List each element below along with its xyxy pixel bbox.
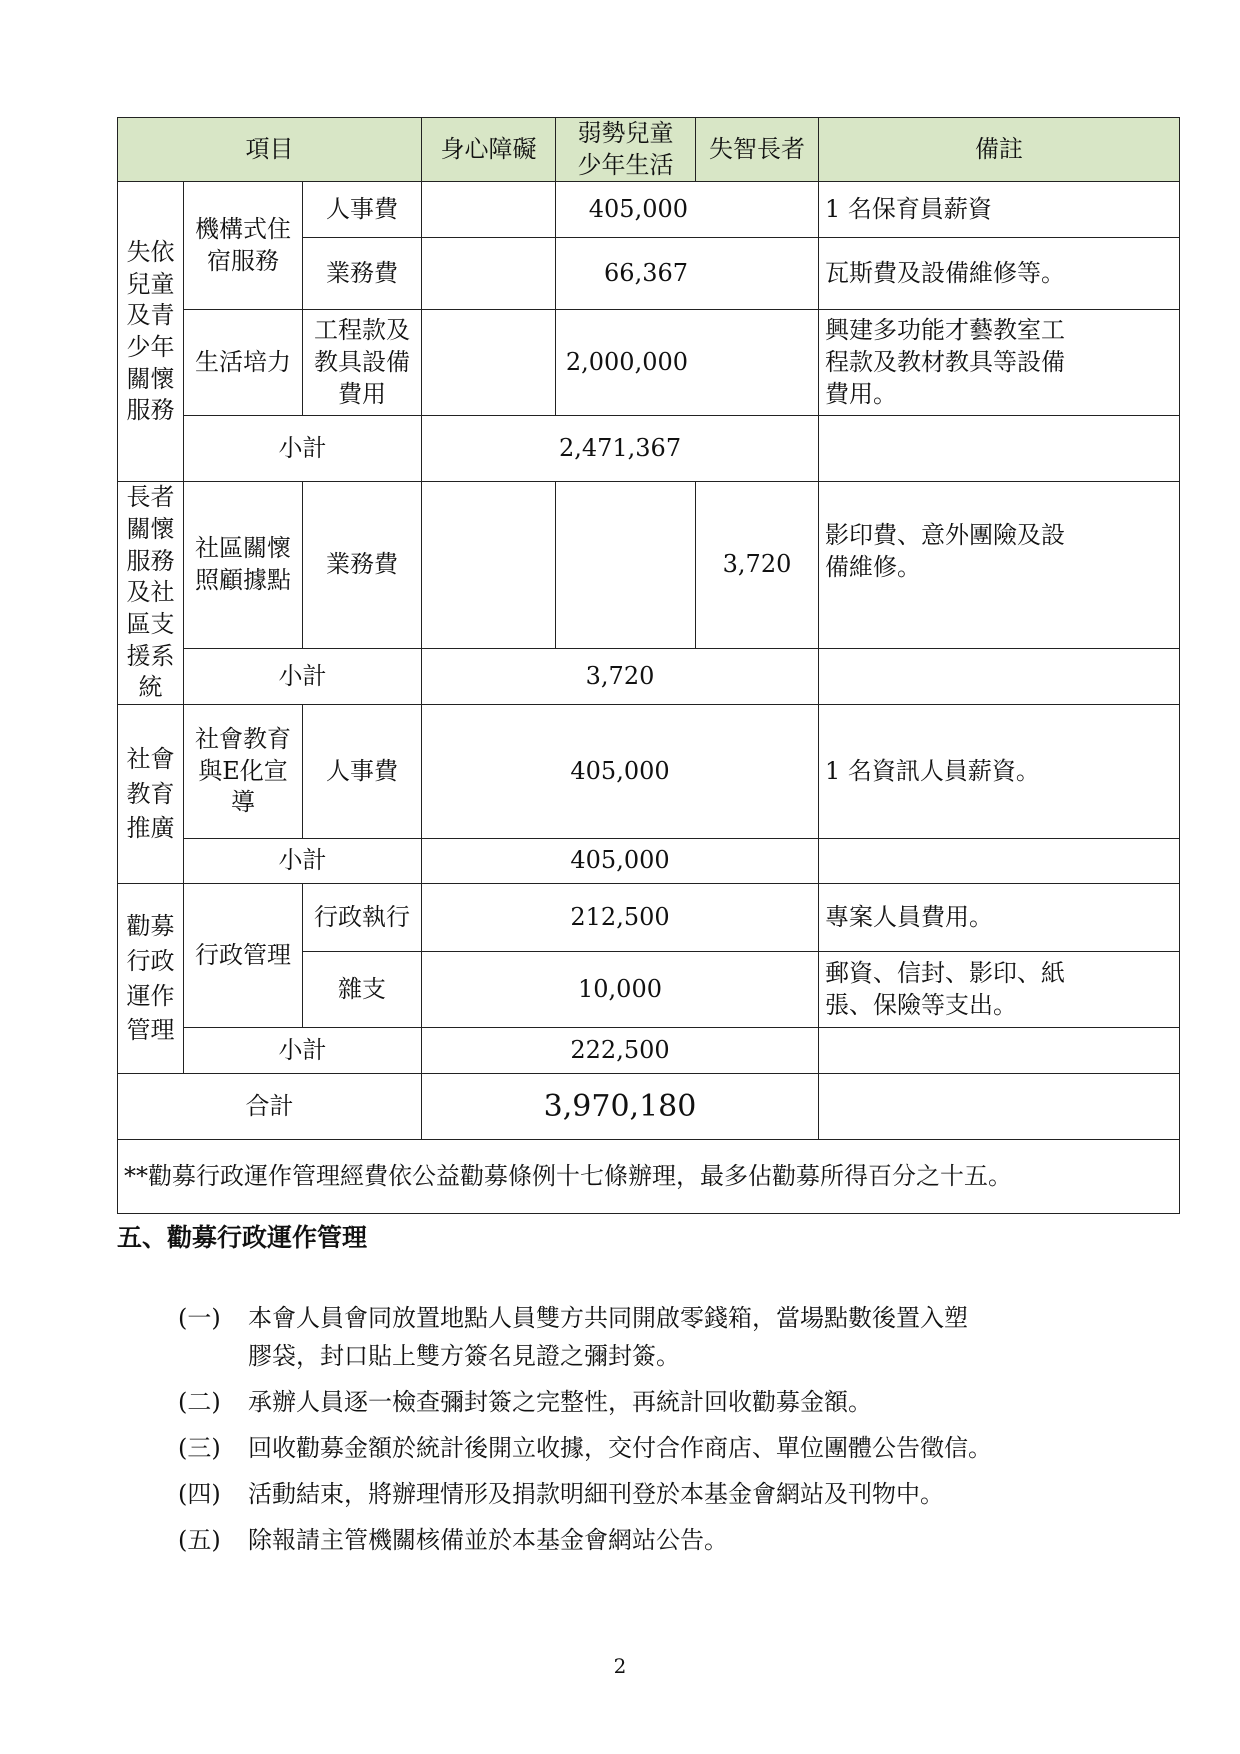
table-row [118,182,1180,238]
value-personnel: 405,000 [556,182,819,238]
list-item-number: (二) [178,1388,221,1416]
list-item-text: 活動結束，將辦理情形及捐款明細刊登於本基金會網站及刊物中。 [248,1480,944,1508]
table-row [118,884,1180,952]
list-item-text: 回收勸募金額於統計後開立收據，交付合作商店、單位團體公告徵信。 [248,1434,992,1462]
subtotal-note [819,1028,1180,1074]
sub-admin-management: 行政管理 [184,884,303,1028]
header-disability: 身心障礙 [422,118,556,182]
cell-children [556,482,696,648]
table-header-row [118,118,1180,182]
item-personnel: 人事費 [303,705,422,839]
total-label: 合計 [118,1074,422,1140]
item-personnel: 人事費 [303,182,422,238]
value-admin-execution: 212,500 [422,884,819,952]
list-item-continued: 膠袋，封口貼上雙方簽名見證之彌封簽。 [248,1342,680,1370]
note-personnel: 1 名保育員薪資 [819,182,1180,238]
note-misc: 郵資、信封、影印、紙 張、保險等支出。 [819,952,1180,1028]
list-item [178,1471,1178,1517]
total-value: 3,970,180 [422,1074,819,1140]
note-social-education: 1 名資訊人員薪資。 [819,705,1180,839]
sub-social-education-e-promotion: 社會教育 與E化宣 導 [184,705,303,839]
list-item [178,1425,1178,1471]
page-number: 2 [613,1654,627,1678]
subtotal-note [819,648,1180,704]
footnote: **勸募行政運作管理經費依公益勸募條例十七條辦理，最多佔勸募所得百分之十五。 [118,1140,1180,1214]
subtotal-value: 3,720 [422,648,819,704]
subtotal-row [118,1028,1180,1074]
subtotal-value: 222,500 [422,1028,819,1074]
category-fundraising-admin: 勸募 行政 運作 管理 [118,884,184,1074]
budget-table [117,117,1180,1214]
list-item [178,1379,1178,1425]
cell-disability [422,482,556,648]
header-children [556,118,696,182]
list-item-text: 本會人員會同放置地點人員雙方共同開啟零錢箱，當場點數後置入塑 [248,1304,968,1332]
total-row [118,1074,1180,1140]
header-item: 項目 [118,118,422,182]
subtotal-row [118,416,1180,482]
header-children-l1: 弱勢兒童 [577,119,674,147]
list-item-text: 承辦人員逐一檢查彌封簽之完整性，再統計回收勸募金額。 [248,1388,872,1416]
list-item-text: 除報請主管機關核備並於本基金會網站公告。 [248,1526,728,1554]
table-row [118,705,1180,839]
procedure-list [178,1295,1178,1563]
item-misc: 雜支 [303,952,422,1028]
list-item-number: (一) [178,1304,221,1332]
item-construction-equipment: 工程款及 教具設備 費用 [303,310,422,416]
cell-disability [422,310,556,416]
sub-community-care-center: 社區關懷 照顧據點 [184,482,303,648]
cell-disability [422,238,556,310]
value-misc: 10,000 [422,952,819,1028]
list-item-number: (四) [178,1480,221,1508]
item-operations: 業務費 [303,482,422,648]
subtotal-label: 小計 [184,416,422,482]
subtotal-note [819,839,1180,884]
value-operations: 66,367 [556,238,819,310]
header-dementia: 失智長者 [696,118,819,182]
header-children-l2: 少年生活 [577,150,674,179]
category-elder-care: 長者 關懷 服務 及社 區支 援系 統 [118,482,184,705]
subtotal-label: 小計 [184,1028,422,1074]
category-children-youth-care: 失依 兒童 及青 少年 關懷 服務 [118,182,184,482]
list-item-number: (三) [178,1434,221,1462]
subtotal-row [118,648,1180,704]
subtotal-note [819,416,1180,482]
list-item [178,1517,1178,1563]
value-construction: 2,000,000 [556,310,819,416]
table-row [118,482,1180,648]
item-operations: 業務費 [303,238,422,310]
subtotal-value: 405,000 [422,839,819,884]
value-dementia: 3,720 [696,482,819,648]
subtotal-label: 小計 [184,648,422,704]
sub-life-empowerment: 生活培力 [184,310,303,416]
sub-residential-service: 機構式住 宿服務 [184,182,303,310]
note-construction: 興建多功能才藝教室工 程款及教材教具等設備 費用。 [819,310,1180,416]
table-row [118,310,1180,416]
subtotal-label: 小計 [184,839,422,884]
cell-disability [422,182,556,238]
item-admin-execution: 行政執行 [303,884,422,952]
subtotal-value: 2,471,367 [422,416,819,482]
list-item-number: (五) [178,1526,221,1554]
note-operations: 瓦斯費及設備維修等。 [819,238,1180,310]
section-title: 五、勸募行政運作管理 [117,1223,368,1252]
subtotal-row [118,839,1180,884]
footnote-row [118,1140,1180,1214]
value-social-education: 405,000 [422,705,819,839]
note-elder: 影印費、意外團險及設 備維修。 [819,482,1180,648]
note-admin-execution: 專案人員費用。 [819,884,1180,952]
category-social-education: 社會 教育 推廣 [118,705,184,884]
header-remarks: 備註 [819,118,1180,182]
total-note [819,1074,1180,1140]
